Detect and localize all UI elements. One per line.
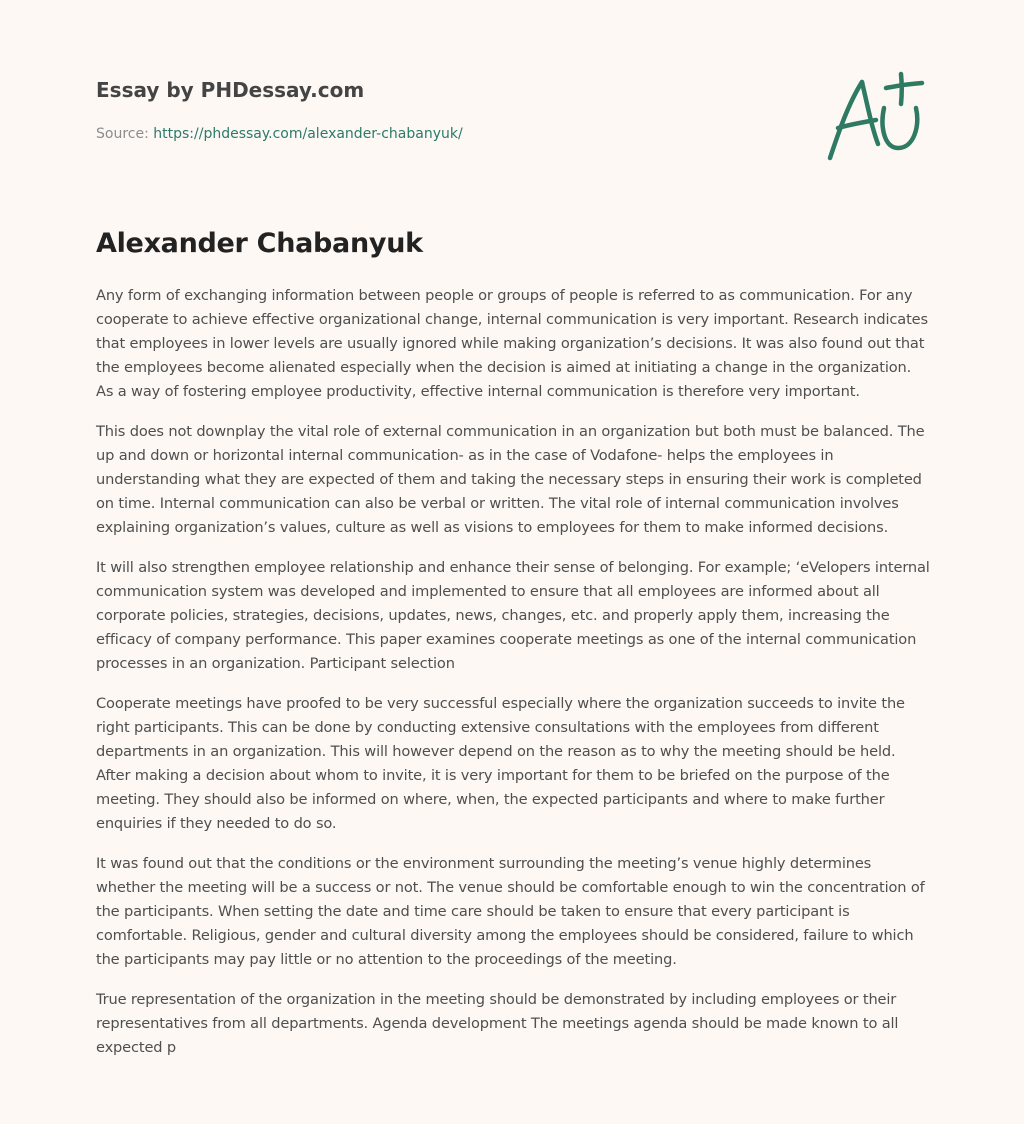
source-link[interactable]: https://phdessay.com/alexander-chabanyuk/ [153, 126, 463, 142]
essay-title: Alexander Chabanyuk [96, 228, 423, 259]
a-plus-logo-icon [822, 68, 926, 164]
essay-paragraph: Cooperate meetings have proofed to be very successful especially where the organization succeeds to invite the right participants. This can be done by conducting extensive consultations with the employees from different departments in an organization. This will however depend on the reason as to why the meeting should be held. After making a decision about whom to invite, it is very important for them to be briefed on the purpose of the meeting. They should also be informed on where, when, the expected participants and where to make further enquiries if they needed to do so. [96, 695, 905, 832]
essay-paragraph: It was found out that the conditions or the environment surrounding the meeting’s venue highly determines whether the meeting will be a success or not. The venue should be comfortable enough to win the concentration of the participants. When setting the date and time care should be taken to ensure that every participant is comfortable. Religious, gender and cultural diversity among the employees should be considered, failure to which the participants may pay little or no attention to the proceedings of the meeting. [96, 855, 925, 968]
source-label: Source: [96, 126, 149, 142]
essay-body [96, 284, 932, 1076]
essay-paragraph: Any form of exchanging information between people or groups of people is referred to as communication. For any cooperate to achieve effective organizational change, internal communication is very important. Research indicates that employees in lower levels are usually ignored while making organization’s decisions. It was also found out that the employees become alienated especially when the decision is aimed at initiating a change in the organization. As a way of fostering employee productivity, effective internal communication is therefore very important. [96, 287, 928, 400]
document-header [96, 76, 796, 144]
brand-title: Essay by PHDessay.com [96, 78, 365, 102]
essay-paragraph: This does not downplay the vital role of external communication in an organization but both must be balanced. The up and down or horizontal internal communication- as in the case of Vodafone- helps the employees in understanding what they are expected of them and taking the necessary steps in ensuring their work is completed on time. Internal communication can also be verbal or written. The vital role of internal communication involves explaining organization’s values, culture as well as visions to employees for them to make informed decisions. [96, 423, 925, 536]
essay-paragraph: True representation of the organization in the meeting should be demonstrated by including employees or their representatives from all departments. Agenda development The meetings agenda should be made known to all expected p [96, 991, 899, 1056]
essay-paragraph: It will also strengthen employee relationship and enhance their sense of belonging. For example; ‘eVelopers internal communication system was developed and implemented to ensure that all employees are informed about all corporate policies, strategies, decisions, updates, news, changes, etc. and properly apply them, increasing the efficacy of company performance. This paper examines cooperate meetings as one of the internal communication processes in an organization. Participant selection [96, 559, 930, 672]
source-line [96, 124, 796, 144]
